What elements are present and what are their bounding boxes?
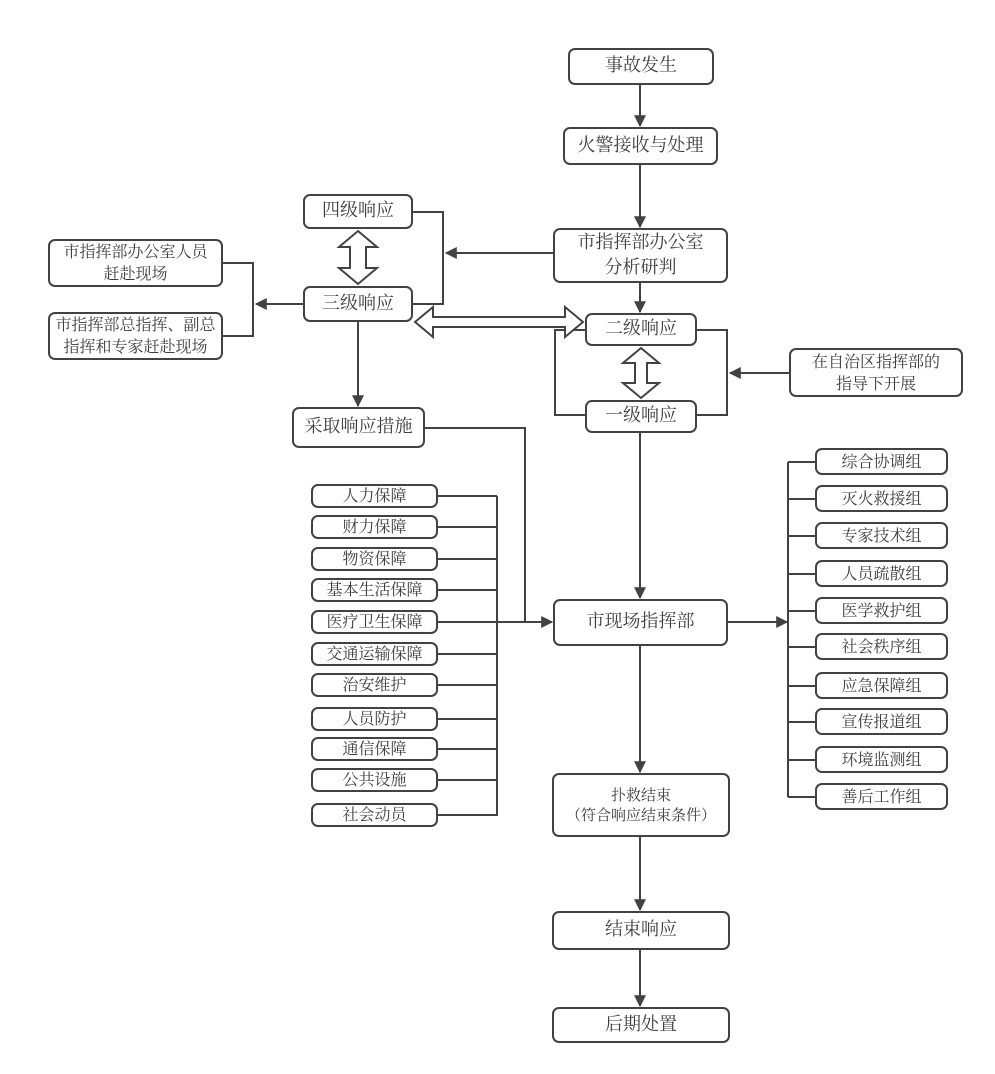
group-item-label: 应急保障组 [841, 675, 922, 695]
node-level4-label: 四级响应 [322, 200, 394, 222]
group-item-label: 灭火救援组 [841, 488, 922, 508]
node-level3-label: 三级响应 [322, 292, 394, 314]
route-response-measures-to-onsite [425, 428, 525, 622]
node-level4-response [303, 194, 413, 229]
node-commanders-to-scene-line1: 市指挥部总指挥、副总 [55, 315, 216, 335]
bracket-level4-level3 [413, 212, 443, 304]
node-office-analysis-line2: 分析研判 [604, 256, 677, 278]
support-item-label: 物资保障 [342, 549, 407, 569]
node-support-basic-living [311, 578, 438, 602]
node-response-measures-label: 采取响应措施 [304, 416, 413, 438]
node-support-materials [311, 547, 438, 571]
node-office-analysis [553, 228, 728, 283]
node-region-guidance-line2: 指导下开展 [835, 373, 916, 393]
node-support-personnel-protection [311, 707, 438, 731]
node-level1-label: 一级响应 [605, 405, 677, 427]
support-item-label: 人员防护 [342, 709, 407, 729]
node-group-evacuation [815, 560, 948, 587]
node-support-transport [311, 642, 438, 666]
node-group-environment-monitoring [815, 746, 948, 773]
node-fight-end [552, 773, 730, 837]
groups-stubs [788, 462, 815, 797]
node-group-medical-rescue [815, 597, 948, 624]
node-fire-alarm-label: 火警接收与处理 [577, 134, 704, 156]
bracket-scene-boxes [223, 263, 253, 336]
node-level2-label: 二级响应 [605, 318, 677, 340]
node-fire-alarm [563, 127, 718, 165]
node-support-manpower [311, 484, 438, 508]
node-support-medical [311, 610, 438, 634]
node-commanders-to-scene [48, 312, 223, 360]
node-support-security [311, 673, 438, 697]
support-item-label: 社会动员 [342, 805, 407, 825]
bracket-level2-level1-left [555, 330, 585, 415]
group-item-label: 专家技术组 [841, 525, 922, 545]
double-arrow-level4-level3 [339, 231, 377, 284]
support-item-label: 财力保障 [342, 517, 407, 537]
group-item-label: 综合协调组 [841, 451, 922, 471]
node-accident-label: 事故发生 [605, 55, 677, 77]
support-item-label: 人力保障 [342, 486, 407, 506]
node-commanders-to-scene-line2: 指挥和专家赶赴现场 [63, 337, 208, 356]
bracket-level2-level1-right [697, 330, 727, 415]
node-level1-response [585, 400, 697, 433]
node-support-finance [311, 515, 438, 539]
group-item-label: 善后工作组 [841, 786, 922, 806]
node-end-response-label: 结束响应 [605, 919, 677, 941]
node-level2-response [585, 313, 697, 346]
node-office-to-scene-line1: 市指挥部办公室人员 [63, 242, 208, 262]
node-office-to-scene-line2: 赶赴现场 [103, 264, 168, 283]
node-office-analysis-line1: 市指挥部办公室 [577, 232, 704, 254]
support-item-label: 医疗卫生保障 [326, 612, 423, 632]
node-post-disposal [552, 1007, 730, 1043]
double-arrow-level3-level2 [415, 307, 583, 337]
node-accident [568, 48, 714, 85]
node-fight-end-line1: 扑救结束 [610, 785, 671, 804]
node-region-guidance-line1: 在自治区指挥部的 [811, 351, 940, 371]
node-group-aftermath [815, 783, 948, 810]
node-group-social-order [815, 633, 948, 660]
node-group-emergency-support [815, 672, 948, 699]
node-fight-end-line2: （符合响应结束条件） [565, 806, 716, 824]
group-item-label: 医学救护组 [841, 600, 922, 620]
support-item-label: 通信保障 [342, 739, 407, 759]
node-group-publicity [815, 708, 948, 735]
node-response-measures [292, 407, 425, 448]
support-stubs [437, 496, 497, 815]
group-item-label: 人员疏散组 [841, 563, 922, 583]
support-item-label: 交通运输保障 [326, 644, 423, 664]
node-office-to-scene [48, 239, 223, 287]
node-region-guidance [789, 348, 963, 397]
node-level3-response [303, 286, 413, 322]
node-support-public-facilities [311, 768, 438, 792]
group-item-label: 宣传报道组 [841, 711, 922, 731]
node-end-response [552, 911, 730, 950]
group-item-label: 环境监测组 [841, 749, 922, 769]
node-support-social-mobilization [311, 803, 438, 827]
support-item-label: 基本生活保障 [326, 580, 423, 600]
support-item-label: 公共设施 [342, 770, 407, 790]
node-onsite-hq [553, 599, 728, 646]
node-group-fire-rescue [815, 485, 948, 512]
double-arrow-level2-level1 [623, 348, 659, 398]
node-post-disposal-label: 后期处置 [605, 1013, 677, 1035]
group-item-label: 社会秩序组 [841, 636, 922, 656]
node-group-expert-tech [815, 522, 948, 549]
node-support-communication [311, 737, 438, 761]
node-group-coordination [815, 448, 948, 475]
support-item-label: 治安维护 [342, 675, 407, 695]
node-onsite-hq-label: 市现场指挥部 [586, 611, 695, 633]
